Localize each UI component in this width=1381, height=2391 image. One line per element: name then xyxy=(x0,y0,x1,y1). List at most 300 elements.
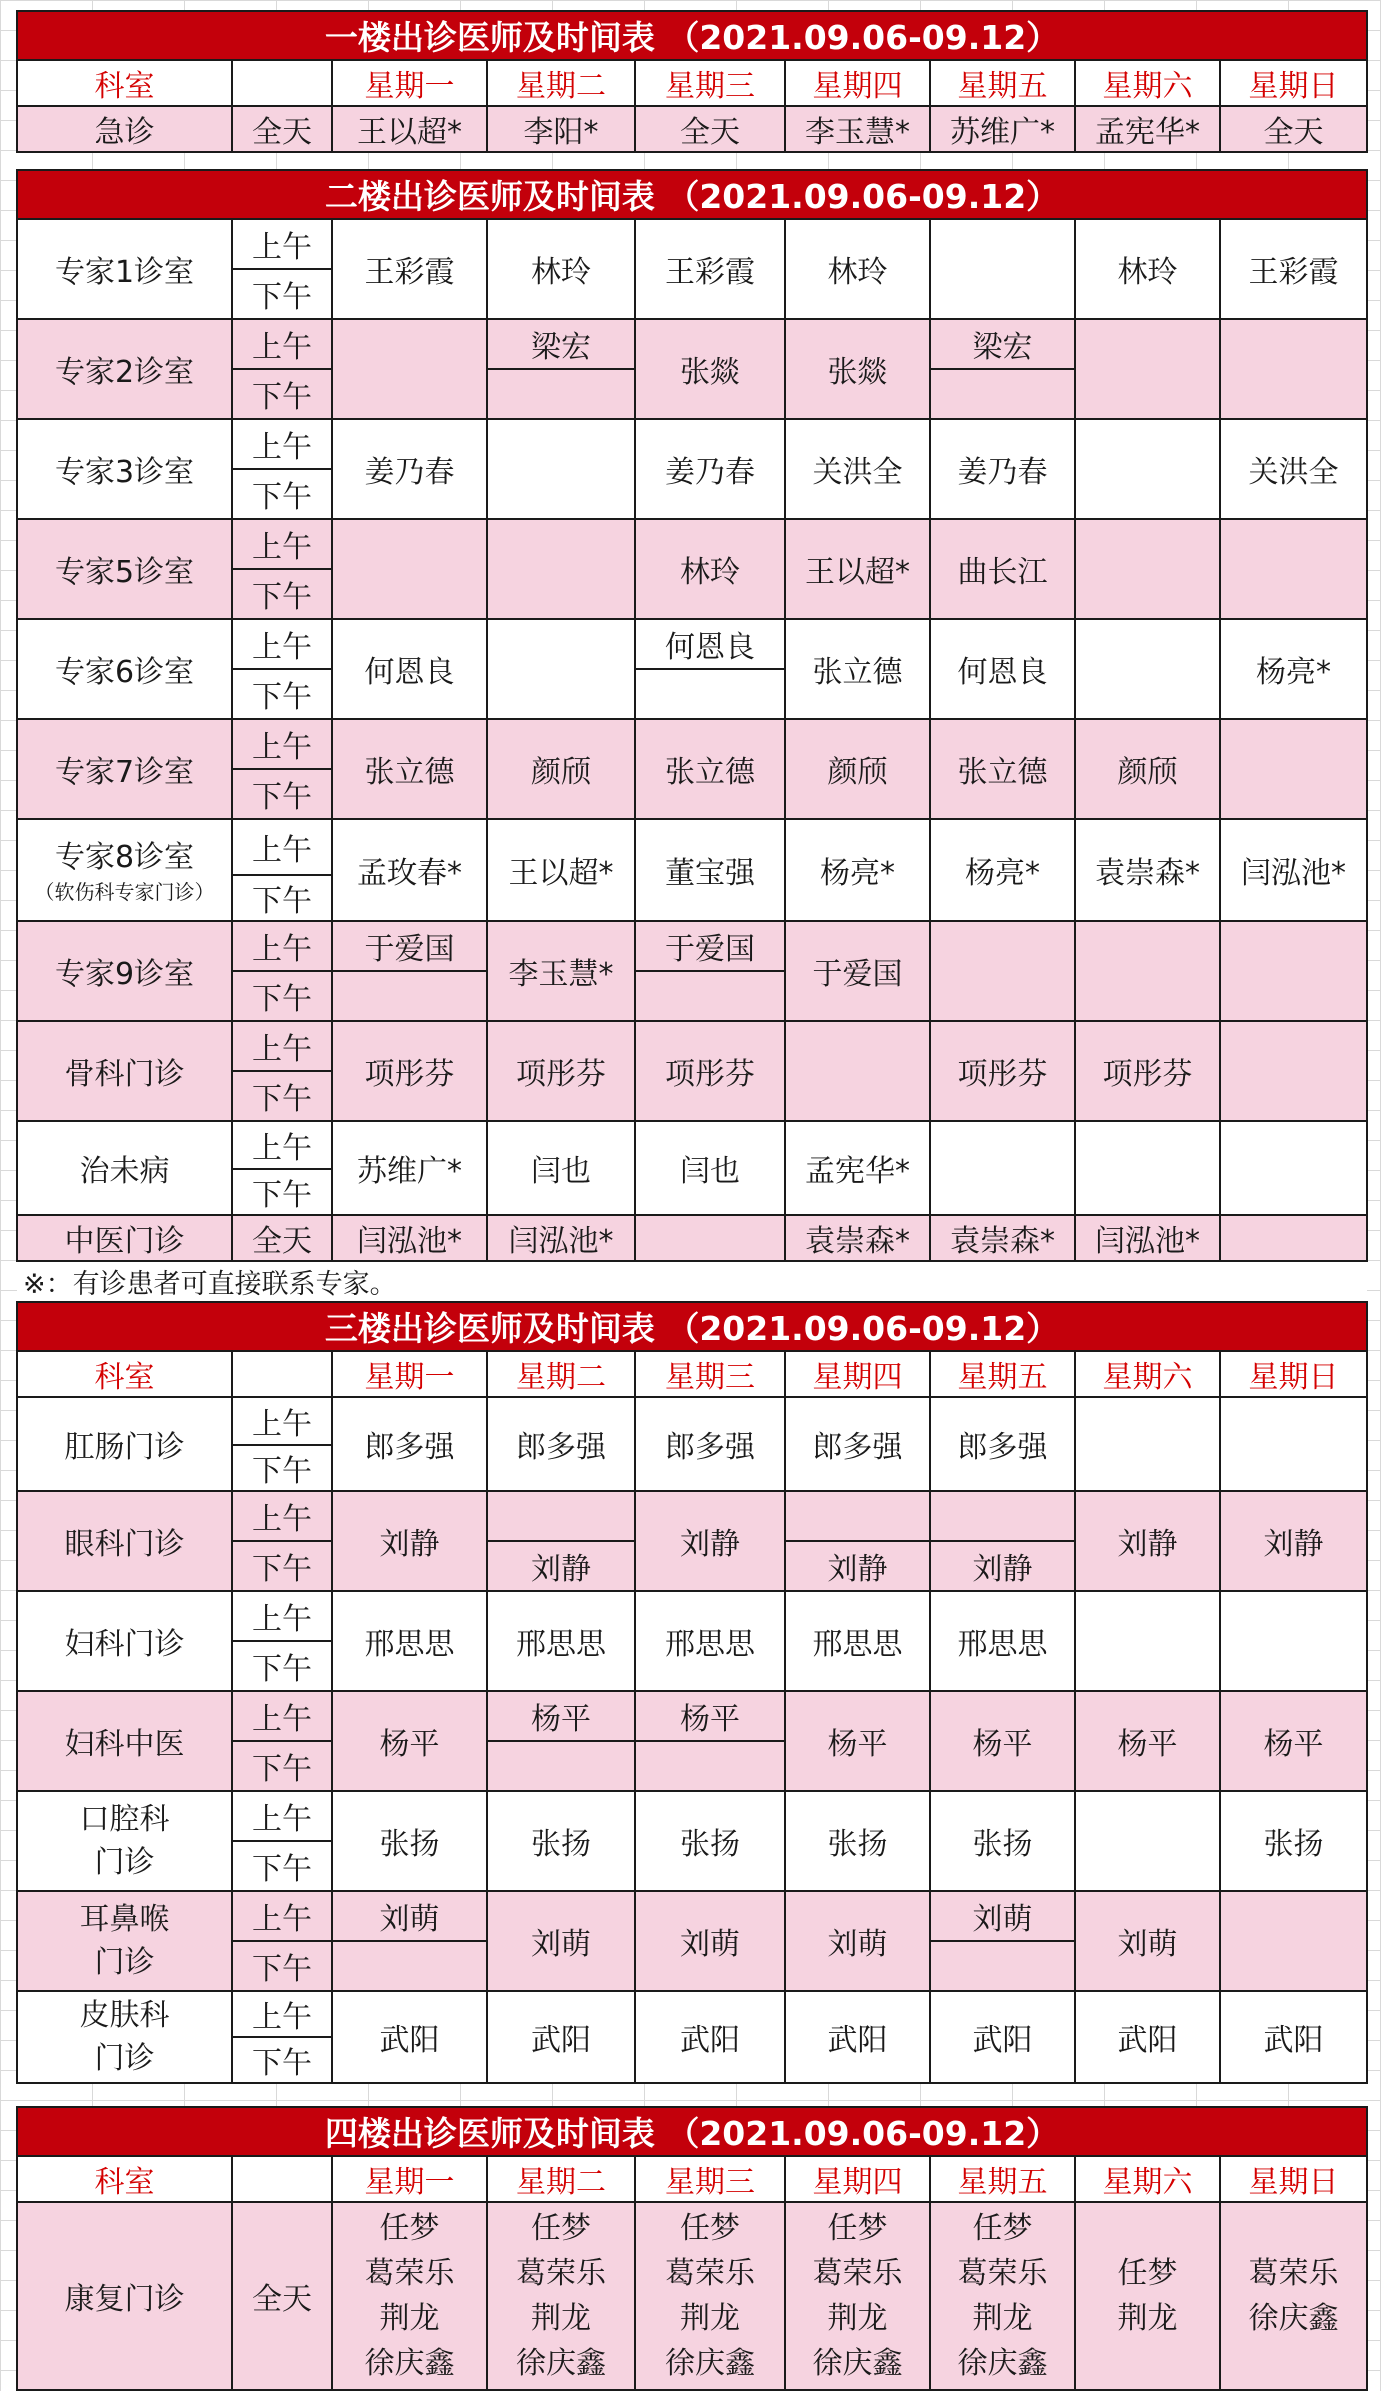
doctor-cell: 邢思思 xyxy=(785,1591,930,1691)
doctor-cell: 李玉慧* xyxy=(785,106,930,152)
table-row xyxy=(17,1121,1367,1169)
floor1-header-row xyxy=(17,60,1367,106)
doctor-name: 任梦 xyxy=(972,2211,1033,2246)
day-header: 星期四 xyxy=(785,60,930,106)
doctor-cell: 梁宏 xyxy=(487,319,635,369)
day-header: 星期五 xyxy=(930,2156,1075,2202)
doctor-name: 任梦 xyxy=(379,2211,440,2246)
doctor-cell: 郎多强 xyxy=(487,1397,635,1491)
doctor-cell: 刘静 xyxy=(930,1541,1075,1591)
doctor-cell: 郎多强 xyxy=(930,1397,1075,1491)
floor4-title: 四楼出诊医师及时间表 （2021.09.06-09.12） xyxy=(17,2107,1367,2156)
table-row xyxy=(17,1691,1367,1741)
doctor-cell: 张扬 xyxy=(487,1791,635,1891)
doctor-cell xyxy=(1075,419,1220,519)
doctor-name: 葛荣乐 xyxy=(1248,2256,1339,2291)
doctor-name: 荆龙 xyxy=(972,2301,1033,2336)
doctor-cell: 何恩良 xyxy=(332,619,487,719)
pm-cell: 下午 xyxy=(232,369,332,419)
doctor-cell: 刘静 xyxy=(332,1491,487,1591)
slot-cell: 全天 xyxy=(232,1215,332,1261)
doctor-name: 徐庆鑫 xyxy=(516,2346,606,2381)
table-row xyxy=(17,1891,1367,1941)
doctor-list-cell xyxy=(785,2202,930,2390)
doctor-cell: 武阳 xyxy=(1220,1991,1367,2083)
day-header: 星期一 xyxy=(332,2156,487,2202)
table-row xyxy=(17,1021,1367,1071)
doctor-cell: 于爱国 xyxy=(785,921,930,1021)
doctor-cell xyxy=(487,369,635,419)
doctor-cell: 颜颀 xyxy=(785,719,930,819)
doctor-cell: 梁宏 xyxy=(930,319,1075,369)
doctor-cell: 邢思思 xyxy=(635,1591,785,1691)
doctor-cell: 郎多强 xyxy=(785,1397,930,1491)
doctor-cell xyxy=(487,419,635,519)
doctor-cell xyxy=(1220,921,1367,1021)
doctor-cell: 项彤芬 xyxy=(332,1021,487,1121)
doctor-cell: 刘静 xyxy=(785,1541,930,1591)
doctor-cell xyxy=(1220,1215,1367,1261)
dept-label: 皮肤科 xyxy=(79,1997,170,2033)
doctor-name: 任梦 xyxy=(531,2211,591,2246)
day-header: 星期三 xyxy=(635,60,785,106)
doctor-cell: 张扬 xyxy=(930,1791,1075,1891)
pm-cell: 下午 xyxy=(232,1641,332,1691)
schedule-sheet xyxy=(16,10,1366,2391)
pm-cell: 下午 xyxy=(232,1941,332,1991)
doctor-cell: 杨平 xyxy=(785,1691,930,1791)
doctor-cell xyxy=(332,1941,487,1991)
doctor-cell xyxy=(1220,319,1367,419)
dept-cell: 专家2诊室 xyxy=(17,319,232,419)
pm-cell: 下午 xyxy=(232,569,332,619)
dept-cell: 骨科门诊 xyxy=(17,1021,232,1121)
doctor-cell: 李玉慧* xyxy=(487,921,635,1021)
doctor-cell: 颜颀 xyxy=(487,719,635,819)
dept-cell xyxy=(17,819,232,921)
doctor-cell: 张扬 xyxy=(332,1791,487,1891)
dept-cell: 妇科中医 xyxy=(17,1691,232,1791)
doctor-cell: 杨亮* xyxy=(930,819,1075,921)
doctor-cell xyxy=(1220,519,1367,619)
table-row xyxy=(17,419,1367,469)
doctor-cell: 杨平 xyxy=(332,1691,487,1791)
doctor-name: 徐庆鑫 xyxy=(665,2346,755,2381)
doctor-cell: 闫也 xyxy=(487,1121,635,1215)
doctor-cell: 姜乃春 xyxy=(635,419,785,519)
floor1-title: 一楼出诊医师及时间表 （2021.09.06-09.12） xyxy=(17,11,1367,60)
dept-cell: 专家5诊室 xyxy=(17,519,232,619)
doctor-cell xyxy=(1075,619,1220,719)
dept-cell: 专家6诊室 xyxy=(17,619,232,719)
am-cell: 上午 xyxy=(232,1121,332,1169)
day-header: 星期五 xyxy=(930,1351,1075,1397)
pm-cell: 下午 xyxy=(232,1071,332,1121)
table-row xyxy=(17,619,1367,669)
table-row xyxy=(17,106,1367,152)
doctor-cell: 何恩良 xyxy=(930,619,1075,719)
table-row xyxy=(17,1397,1367,1445)
doctor-cell xyxy=(1220,1021,1367,1121)
doctor-cell: 武阳 xyxy=(785,1991,930,2083)
day-header: 星期日 xyxy=(1220,2156,1367,2202)
doctor-cell: 张燚 xyxy=(785,319,930,419)
doctor-cell xyxy=(332,971,487,1021)
am-cell: 上午 xyxy=(232,719,332,769)
am-cell: 上午 xyxy=(232,1021,332,1071)
day-header: 星期六 xyxy=(1075,2156,1220,2202)
day-header: 星期四 xyxy=(785,2156,930,2202)
dept-label: 门诊 xyxy=(94,1945,155,1980)
table-row xyxy=(17,1215,1367,1261)
doctor-cell: 全天 xyxy=(1220,106,1367,152)
doctor-cell xyxy=(930,219,1075,319)
note-text: ※：有诊患者可直接联系专家。 xyxy=(17,1261,1367,1302)
doctor-cell: 邢思思 xyxy=(487,1591,635,1691)
doctor-cell: 林玲 xyxy=(487,219,635,319)
dept-sub-label: （软伤科专家门诊） xyxy=(34,879,215,904)
am-cell: 上午 xyxy=(232,1791,332,1841)
doctor-cell: 王彩霞 xyxy=(1220,219,1367,319)
am-cell: 上午 xyxy=(232,1491,332,1541)
floor1-title-row xyxy=(17,11,1367,60)
am-cell: 上午 xyxy=(232,619,332,669)
am-cell: 上午 xyxy=(232,1891,332,1941)
doctor-cell: 杨亮* xyxy=(1220,619,1367,719)
day-header: 星期日 xyxy=(1220,1351,1367,1397)
dept-cell: 康复门诊 xyxy=(17,2202,232,2390)
doctor-cell: 杨平 xyxy=(1220,1691,1367,1791)
table-row xyxy=(17,519,1367,569)
doctor-cell: 于爱国 xyxy=(635,921,785,971)
doctor-cell: 闫泓池* xyxy=(1075,1215,1220,1261)
doctor-name: 任梦 xyxy=(827,2211,888,2246)
doctor-cell: 闫泓池* xyxy=(332,1215,487,1261)
doctor-cell: 武阳 xyxy=(635,1991,785,2083)
doctor-cell xyxy=(1075,319,1220,419)
doctor-cell: 武阳 xyxy=(930,1991,1075,2083)
doctor-cell xyxy=(487,519,635,619)
day-header: 星期三 xyxy=(635,1351,785,1397)
doctor-cell: 于爱国 xyxy=(332,921,487,971)
doctor-cell xyxy=(1220,1121,1367,1215)
dept-label: 专家8诊室 xyxy=(54,840,195,876)
dept-label: 门诊 xyxy=(94,1845,155,1880)
doctor-cell: 刘萌 xyxy=(487,1891,635,1991)
doctor-cell: 郎多强 xyxy=(332,1397,487,1491)
am-cell: 上午 xyxy=(232,319,332,369)
doctor-cell: 杨平 xyxy=(1075,1691,1220,1791)
pm-cell: 下午 xyxy=(232,875,332,921)
doctor-name: 荆龙 xyxy=(531,2301,591,2336)
day-header: 星期一 xyxy=(332,1351,487,1397)
doctor-cell: 刘萌 xyxy=(785,1891,930,1991)
doctor-cell: 王以超* xyxy=(785,519,930,619)
doctor-cell xyxy=(1075,1591,1220,1691)
table-row xyxy=(17,1491,1367,1541)
doctor-cell xyxy=(1220,1397,1367,1491)
doctor-cell: 李阳* xyxy=(487,106,635,152)
floor4-title-row xyxy=(17,2107,1367,2156)
day-header: 星期六 xyxy=(1075,60,1220,106)
doctor-name: 葛荣乐 xyxy=(665,2256,755,2291)
doctor-cell: 袁崇森* xyxy=(930,1215,1075,1261)
dept-cell: 中医门诊 xyxy=(17,1215,232,1261)
floor3-title-row xyxy=(17,1302,1367,1351)
doctor-cell: 张扬 xyxy=(1220,1791,1367,1891)
doctor-cell: 项彤芬 xyxy=(487,1021,635,1121)
doctor-cell xyxy=(635,669,785,719)
doctor-name: 葛荣乐 xyxy=(957,2256,1048,2291)
doctor-cell: 武阳 xyxy=(332,1991,487,2083)
pm-cell: 下午 xyxy=(232,469,332,519)
doctor-cell xyxy=(930,1121,1075,1215)
am-cell: 上午 xyxy=(232,1991,332,2037)
dept-cell: 妇科门诊 xyxy=(17,1591,232,1691)
day-header: 星期二 xyxy=(487,1351,635,1397)
doctor-cell xyxy=(785,1021,930,1121)
doctor-cell: 杨平 xyxy=(635,1691,785,1741)
doctor-cell: 闫也 xyxy=(635,1121,785,1215)
doctor-cell: 王彩霞 xyxy=(635,219,785,319)
dept-label: 门诊 xyxy=(94,2041,155,2076)
doctor-cell xyxy=(930,921,1075,1021)
doctor-cell: 董宝强 xyxy=(635,819,785,921)
pm-cell: 下午 xyxy=(232,1741,332,1791)
pm-cell: 下午 xyxy=(232,1445,332,1491)
doctor-cell: 颜颀 xyxy=(1075,719,1220,819)
pm-cell: 下午 xyxy=(232,2037,332,2083)
doctor-cell: 刘静 xyxy=(1075,1491,1220,1591)
doctor-cell: 姜乃春 xyxy=(332,419,487,519)
doctor-cell xyxy=(635,1215,785,1261)
doctor-name: 徐庆鑫 xyxy=(364,2346,455,2381)
schedule-table xyxy=(16,10,1368,2391)
doctor-cell xyxy=(1075,921,1220,1021)
doctor-cell xyxy=(1075,519,1220,619)
doctor-cell: 刘萌 xyxy=(930,1891,1075,1941)
doctor-cell: 袁崇森* xyxy=(1075,819,1220,921)
day-header: 星期五 xyxy=(930,60,1075,106)
dept-cell: 眼科门诊 xyxy=(17,1491,232,1591)
doctor-cell: 张立德 xyxy=(635,719,785,819)
doctor-cell: 杨平 xyxy=(487,1691,635,1741)
doctor-list-cell xyxy=(1075,2202,1220,2390)
dept-header: 科室 xyxy=(17,2156,232,2202)
doctor-cell: 武阳 xyxy=(1075,1991,1220,2083)
doctor-list-cell xyxy=(930,2202,1075,2390)
doctor-name: 荆龙 xyxy=(1117,2301,1178,2336)
doctor-cell: 苏维广* xyxy=(930,106,1075,152)
am-cell: 上午 xyxy=(232,419,332,469)
doctor-cell: 何恩良 xyxy=(635,619,785,669)
doctor-list-cell xyxy=(635,2202,785,2390)
doctor-name: 葛荣乐 xyxy=(516,2256,606,2291)
am-cell: 上午 xyxy=(232,819,332,875)
dept-cell: 肛肠门诊 xyxy=(17,1397,232,1491)
table-row xyxy=(17,319,1367,369)
doctor-cell: 王以超* xyxy=(332,106,487,152)
slot-cell: 全天 xyxy=(232,2202,332,2390)
dept-header: 科室 xyxy=(17,1351,232,1397)
dept-cell: 专家7诊室 xyxy=(17,719,232,819)
dept-cell xyxy=(17,1891,232,1991)
doctor-cell xyxy=(332,319,487,419)
dept-cell: 治未病 xyxy=(17,1121,232,1215)
doctor-cell: 武阳 xyxy=(487,1991,635,2083)
doctor-cell: 刘萌 xyxy=(635,1891,785,1991)
table-row xyxy=(17,1591,1367,1641)
pm-cell: 下午 xyxy=(232,1841,332,1891)
table-row xyxy=(17,921,1367,971)
doctor-cell: 项彤芬 xyxy=(1075,1021,1220,1121)
table-row xyxy=(17,1791,1367,1841)
doctor-cell: 张燚 xyxy=(635,319,785,419)
table-row xyxy=(17,819,1367,875)
doctor-cell: 邢思思 xyxy=(332,1591,487,1691)
pm-cell: 下午 xyxy=(232,269,332,319)
day-header: 星期二 xyxy=(487,2156,635,2202)
doctor-cell: 张扬 xyxy=(785,1791,930,1891)
doctor-cell: 张立德 xyxy=(785,619,930,719)
doctor-cell xyxy=(1075,1121,1220,1215)
doctor-cell: 刘萌 xyxy=(332,1891,487,1941)
table-row xyxy=(17,219,1367,269)
doctor-cell: 孟宪华* xyxy=(1075,106,1220,152)
doctor-cell xyxy=(1220,719,1367,819)
doctor-cell: 项彤芬 xyxy=(635,1021,785,1121)
doctor-cell xyxy=(635,1741,785,1791)
pm-cell: 下午 xyxy=(232,971,332,1021)
am-cell: 上午 xyxy=(232,1591,332,1641)
doctor-cell: 林玲 xyxy=(1075,219,1220,319)
doctor-name: 葛荣乐 xyxy=(812,2256,903,2291)
doctor-cell: 关洪全 xyxy=(785,419,930,519)
doctor-cell: 苏维广* xyxy=(332,1121,487,1215)
pm-cell: 下午 xyxy=(232,769,332,819)
day-header: 星期四 xyxy=(785,1351,930,1397)
doctor-cell: 杨平 xyxy=(930,1691,1075,1791)
doctor-cell: 袁崇森* xyxy=(785,1215,930,1261)
am-cell: 上午 xyxy=(232,219,332,269)
doctor-cell xyxy=(487,1491,635,1541)
floor3-header-row xyxy=(17,1351,1367,1397)
pm-cell: 下午 xyxy=(232,1541,332,1591)
dept-cell xyxy=(17,1791,232,1891)
doctor-cell: 王彩霞 xyxy=(332,219,487,319)
note-row xyxy=(17,1261,1367,1302)
doctor-cell: 全天 xyxy=(635,106,785,152)
day-header: 星期一 xyxy=(332,60,487,106)
doctor-cell: 关洪全 xyxy=(1220,419,1367,519)
table-row xyxy=(17,1991,1367,2037)
doctor-cell: 邢思思 xyxy=(930,1591,1075,1691)
doctor-cell: 闫泓池* xyxy=(487,1215,635,1261)
doctor-name: 荆龙 xyxy=(680,2301,740,2336)
dept-header: 科室 xyxy=(17,60,232,106)
pm-cell: 下午 xyxy=(232,1169,332,1215)
dept-cell: 急诊 xyxy=(17,106,232,152)
doctor-list-cell xyxy=(1220,2202,1367,2390)
doctor-cell xyxy=(487,1741,635,1791)
doctor-name: 荆龙 xyxy=(379,2301,440,2336)
doctor-name: 徐庆鑫 xyxy=(1248,2301,1339,2336)
doctor-list-cell xyxy=(487,2202,635,2390)
doctor-name: 任梦 xyxy=(1117,2256,1178,2291)
dept-cell: 专家9诊室 xyxy=(17,921,232,1021)
doctor-cell: 张扬 xyxy=(635,1791,785,1891)
doctor-cell: 杨亮* xyxy=(785,819,930,921)
am-cell: 上午 xyxy=(232,921,332,971)
doctor-cell: 曲长江 xyxy=(930,519,1075,619)
table-row xyxy=(17,719,1367,769)
floor4-header-row xyxy=(17,2156,1367,2202)
doctor-cell: 孟宪华* xyxy=(785,1121,930,1215)
doctor-cell: 姜乃春 xyxy=(930,419,1075,519)
doctor-list-cell xyxy=(332,2202,487,2390)
floor2-title-row xyxy=(17,170,1367,219)
pm-cell: 下午 xyxy=(232,669,332,719)
am-cell: 上午 xyxy=(232,1397,332,1445)
doctor-cell xyxy=(1075,1791,1220,1891)
day-header: 星期日 xyxy=(1220,60,1367,106)
doctor-cell xyxy=(930,369,1075,419)
doctor-cell: 郎多强 xyxy=(635,1397,785,1491)
doctor-cell xyxy=(1220,1891,1367,1991)
doctor-cell: 林玲 xyxy=(785,219,930,319)
doctor-cell xyxy=(332,519,487,619)
day-header: 星期三 xyxy=(635,2156,785,2202)
doctor-cell xyxy=(635,971,785,1021)
doctor-cell: 刘静 xyxy=(487,1541,635,1591)
dept-label: 口腔科 xyxy=(79,1801,170,1837)
floor3-title: 三楼出诊医师及时间表 （2021.09.06-09.12） xyxy=(17,1302,1367,1351)
doctor-name: 徐庆鑫 xyxy=(812,2346,903,2381)
doctor-cell: 王以超* xyxy=(487,819,635,921)
day-header: 星期二 xyxy=(487,60,635,106)
day-header: 星期六 xyxy=(1075,1351,1220,1397)
doctor-cell xyxy=(487,619,635,719)
doctor-cell xyxy=(930,1491,1075,1541)
dept-label: 耳鼻喉 xyxy=(79,1901,170,1937)
doctor-cell: 刘静 xyxy=(1220,1491,1367,1591)
doctor-name: 徐庆鑫 xyxy=(957,2346,1048,2381)
doctor-cell: 林玲 xyxy=(635,519,785,619)
doctor-cell: 张立德 xyxy=(332,719,487,819)
doctor-cell xyxy=(1075,1397,1220,1491)
dept-cell xyxy=(17,1991,232,2083)
doctor-cell: 闫泓池* xyxy=(1220,819,1367,921)
doctor-cell: 刘静 xyxy=(635,1491,785,1591)
am-cell: 上午 xyxy=(232,1691,332,1741)
table-row xyxy=(17,2202,1367,2390)
doctor-cell: 刘萌 xyxy=(1075,1891,1220,1991)
doctor-cell: 项彤芬 xyxy=(930,1021,1075,1121)
dept-cell: 专家3诊室 xyxy=(17,419,232,519)
floor2-title: 二楼出诊医师及时间表 （2021.09.06-09.12） xyxy=(17,170,1367,219)
dept-cell: 专家1诊室 xyxy=(17,219,232,319)
am-cell: 上午 xyxy=(232,519,332,569)
doctor-cell: 张立德 xyxy=(930,719,1075,819)
doctor-cell xyxy=(785,1491,930,1541)
slot-cell: 全天 xyxy=(232,106,332,152)
doctor-name: 任梦 xyxy=(680,2211,740,2246)
doctor-name: 葛荣乐 xyxy=(364,2256,455,2291)
doctor-cell: 孟玫春* xyxy=(332,819,487,921)
doctor-cell xyxy=(930,1941,1075,1991)
doctor-cell xyxy=(1220,1591,1367,1691)
doctor-name: 荆龙 xyxy=(827,2301,888,2336)
